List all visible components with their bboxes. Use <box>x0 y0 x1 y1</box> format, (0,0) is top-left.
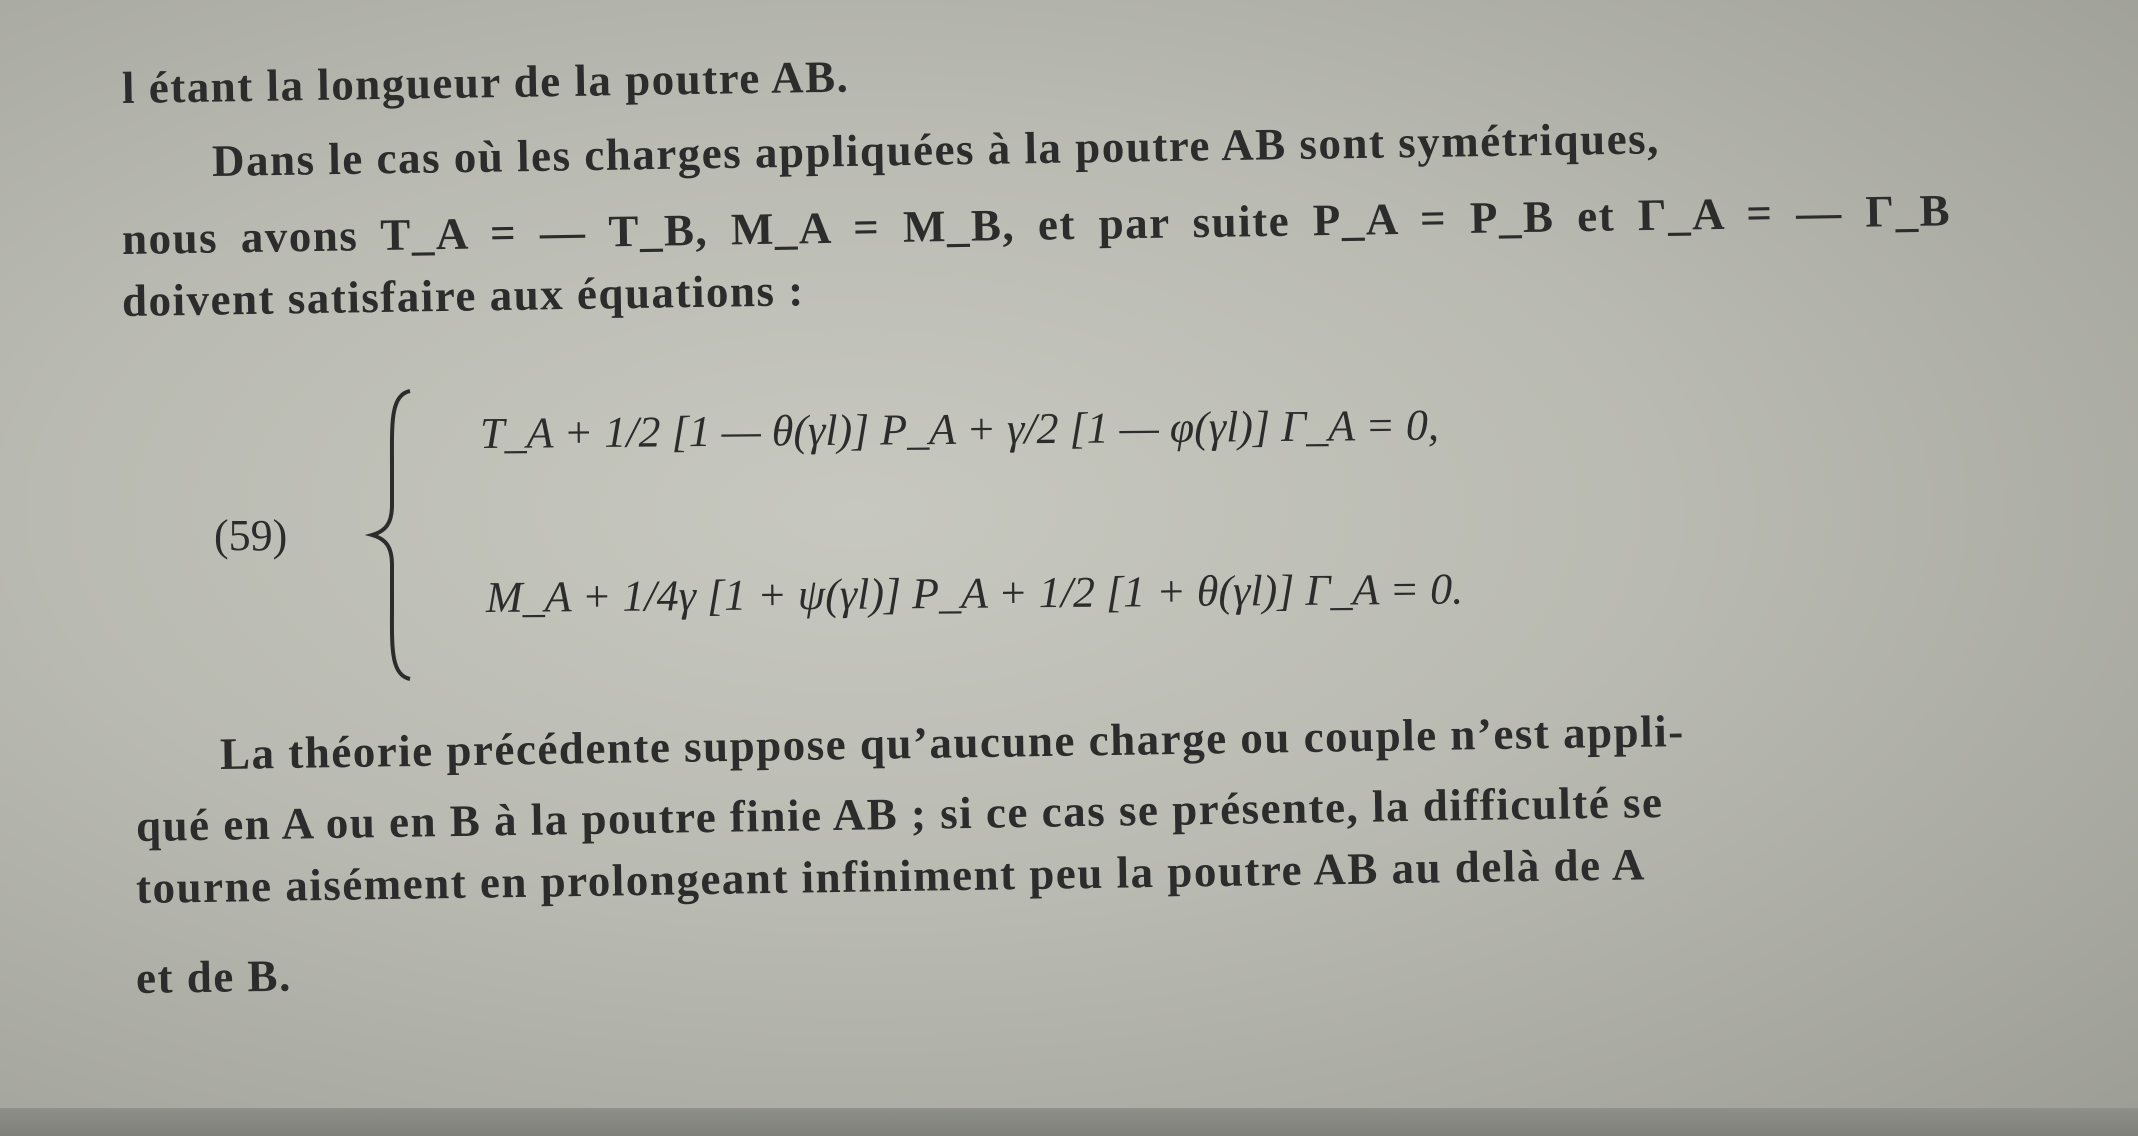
paragraph1-line2: Dans le cas où les charges appliquées à la poutre AB sont symétriques, <box>211 113 1661 186</box>
paragraph1-line4: doivent satisfaire aux équations : <box>121 265 806 326</box>
paragraph1-line1: l étant la longueur de la poutre AB. <box>121 51 850 113</box>
paragraph2-line3: tourne aisément en prolongeant infiniment peu la poutre AB au delà de A <box>135 839 1647 913</box>
paragraph2-line4: et de B. <box>135 950 293 1003</box>
paragraph2-line2: qué en A ou en B à la poutre finie AB ; si ce cas se présente, la difficulté se <box>135 777 1664 851</box>
page-bottom-shadow <box>0 1108 2138 1136</box>
equation-line-1: T_A + 1/2 [1 — θ(γl)] P_A + γ/2 [1 — φ(γl)] Γ_A = 0, <box>479 400 1440 458</box>
paragraph1-line3: nous avons T_A = — T_B, M_A = M_B, et par suite P_A = P_B et Γ_A = — Γ_B <box>121 185 1952 264</box>
paragraph2-line1: La théorie précédente suppose qu’aucune charge ou couple n’est appli- <box>219 705 1685 779</box>
equation-line-2: M_A + 1/4γ [1 + ψ(γl)] P_A + 1/2 [1 + θ(γl)] Γ_A = 0. <box>485 564 1464 622</box>
equation-number: (59) <box>214 511 288 560</box>
left-brace-icon <box>362 385 432 685</box>
